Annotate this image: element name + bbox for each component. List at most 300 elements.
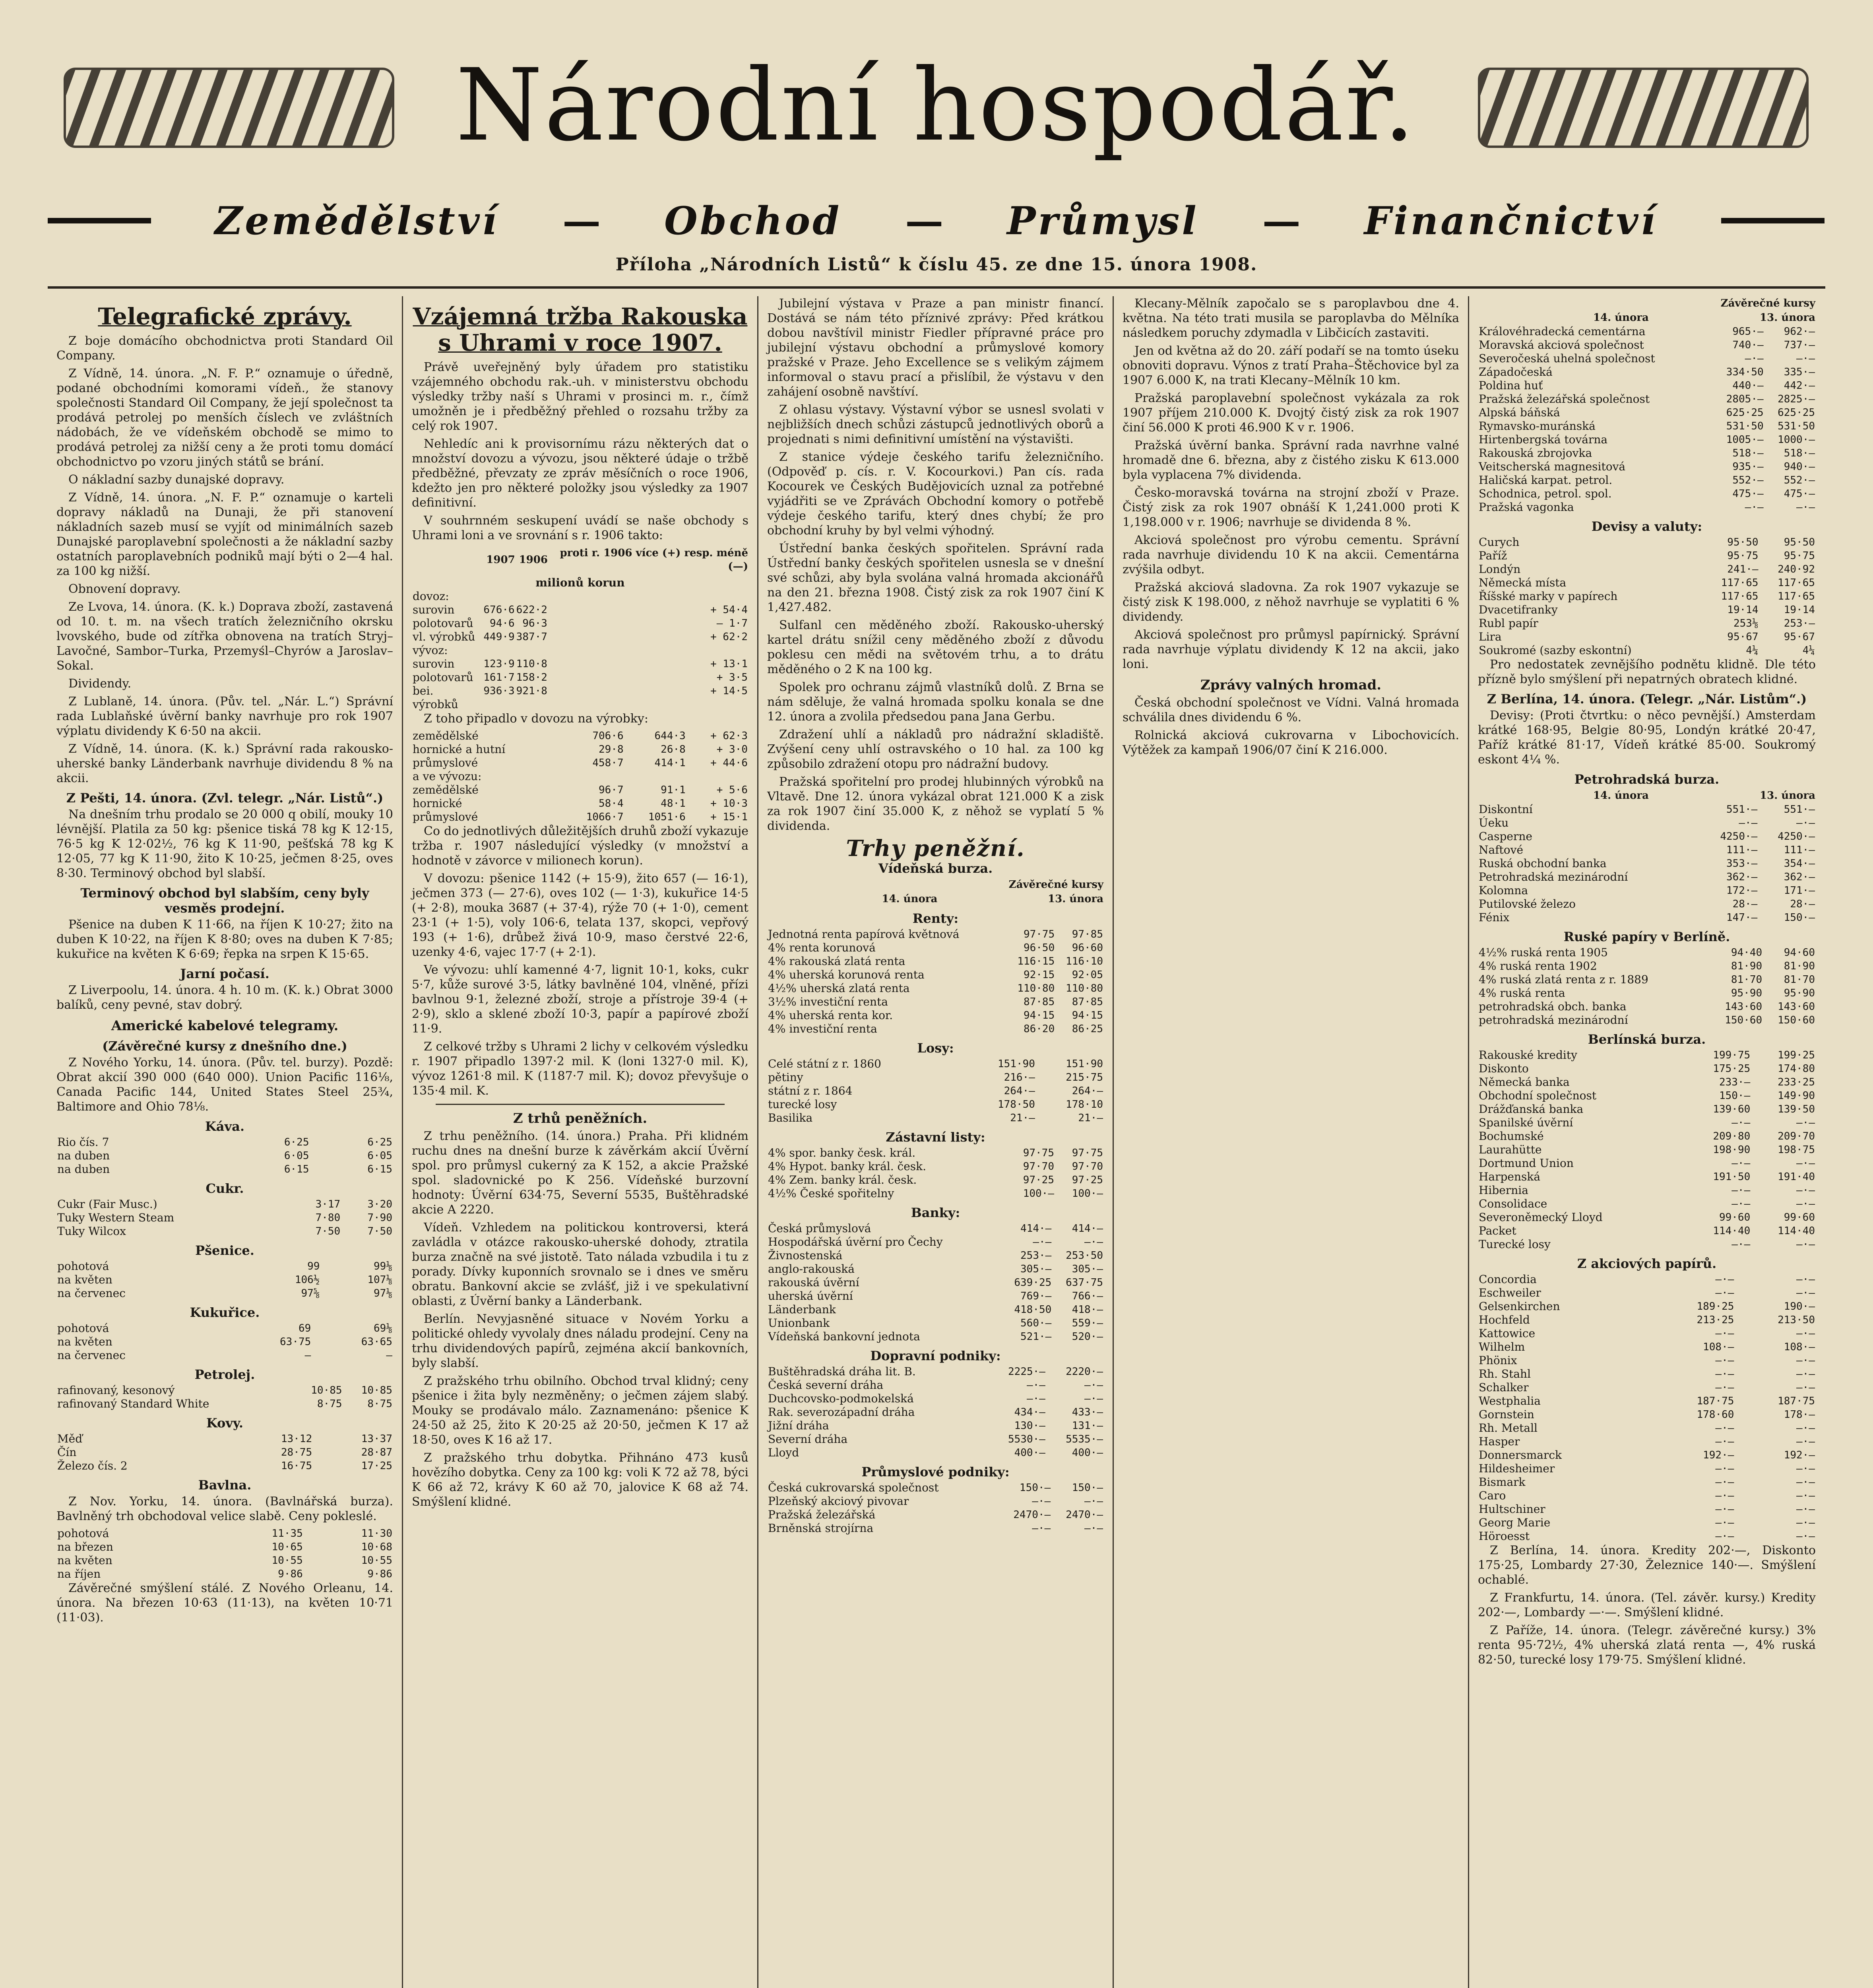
value-previous: 95·50 xyxy=(1784,536,1815,548)
row-label: 4% investiční renta xyxy=(768,1022,877,1035)
table-row xyxy=(1478,959,1816,973)
row-value: 96·7 xyxy=(599,784,624,796)
value-today: 264·— xyxy=(1004,1085,1035,1097)
header-rule xyxy=(48,286,1825,289)
row-value: 1066·7 xyxy=(586,811,624,823)
value-previous: 7·50 xyxy=(367,1225,392,1237)
row-value xyxy=(548,590,748,603)
value-today: 21·— xyxy=(1010,1112,1035,1124)
table-row xyxy=(412,729,748,743)
value-today: 187·75 xyxy=(1697,1395,1734,1407)
money-heading: Z trhů peněžních. xyxy=(513,1110,648,1126)
row-value: 921·8 xyxy=(516,685,547,697)
company-paragraph: Pražská úvěrní banka. Správní rada navrhne valné hromadě dne 6. března, aby z čistého zisku K 613.000 byla vyplacena 7% dividenda. xyxy=(1123,439,1459,482)
value-previous: 520·— xyxy=(1072,1331,1103,1343)
telegram-paragraph: Obnovení dopravy. xyxy=(68,582,181,596)
value-previous: 174·80 xyxy=(1778,1063,1815,1075)
corn-title: Kukuřice. xyxy=(190,1305,260,1320)
table-row xyxy=(412,630,748,644)
value-today: 4¼ xyxy=(1746,645,1759,656)
table-row xyxy=(56,1567,393,1581)
row-value: 58·4 xyxy=(599,798,624,810)
row-value xyxy=(516,644,548,657)
table-row xyxy=(1478,1076,1816,1089)
corn-table xyxy=(56,1322,393,1362)
row-value: 1051·6 xyxy=(648,811,686,823)
row-value: + 62·2 xyxy=(710,631,748,643)
row-value: 706·6 xyxy=(592,730,624,742)
row-label: zemědělské xyxy=(413,729,479,742)
row-label: 4% Hypot. banky král. česk. xyxy=(768,1160,927,1173)
value-previous: 1000·— xyxy=(1778,434,1815,446)
value-today: —·— xyxy=(1739,817,1758,829)
row-label: Severoněmecký Lloyd xyxy=(1479,1211,1603,1224)
row-label: Londýn xyxy=(1479,563,1521,576)
value-today: 130·— xyxy=(1014,1420,1045,1432)
value-today: 521·— xyxy=(1020,1331,1052,1343)
table-row xyxy=(412,770,748,783)
berlin-heading: Z Berlína, 14. února. (Telegr. „Nár. Listům“.) xyxy=(1487,691,1807,707)
value-previous: — xyxy=(386,1349,392,1361)
value-today: 625·25 xyxy=(1726,407,1764,419)
table-row xyxy=(1478,1273,1816,1286)
value-today: 1005·— xyxy=(1726,434,1764,446)
top-col-prev: 13. února xyxy=(1760,312,1815,324)
row-label: 4% rakouská zlatá renta xyxy=(768,955,905,968)
value-today: 117·65 xyxy=(1721,577,1759,589)
value-today: 216·— xyxy=(1004,1072,1035,1083)
row-label: Casperne xyxy=(1479,830,1532,843)
value-today: 10·65 xyxy=(271,1541,303,1553)
value-today: 440·— xyxy=(1732,380,1764,392)
value-today: —·— xyxy=(1715,1530,1734,1542)
companies-intro: Klecany-Mělník započalo se s paroplavbou dne 4. května. Na této trati musila se paroplavba do Mělníka následkem poruchy zdymadla v Libčicích zastaviti. xyxy=(1123,297,1459,340)
value-previous: —·— xyxy=(1796,1157,1815,1169)
value-previous: 2470·— xyxy=(1066,1509,1103,1521)
value-previous: 625·25 xyxy=(1778,407,1815,419)
newspaper-title: Národní hospodář. xyxy=(456,47,1417,163)
table-row xyxy=(1478,501,1816,514)
companies-paragraphs xyxy=(1123,344,1459,672)
report-paragraph: Česká obchodní společnost ve Vídni. Valná hromada schválila dnes dividendu 6 %. xyxy=(1123,696,1459,724)
table-row xyxy=(1478,1530,1816,1543)
value-today: 305·— xyxy=(1020,1263,1052,1275)
row-value: 123·9 xyxy=(483,658,515,670)
trade-paragraph: Z celkové tržby s Uhrami 2 lichy v celkovém výsledku r. 1907 připadlo 1397·2 mil. K (loni 1327·0 mil. K), vývoz 1261·8 mil. K (1187·7 mil. K); dovoz převyšuje o 135·4 mil. K. xyxy=(412,1040,748,1098)
grain-text: Na dnešním trhu prodalo se 20 000 q obilí, mouky 10 lévnější. Platila za 50 kg: pšenice tiská 78 kg K 12·15, 76·5 kg K 12·02½, 76 kg K 11·90, pešťská 78 kg K 12·05, 77 kg K 11·90, žito K 10·25, ječmen 8·25, oves 8·30. Terminový obchod byl slabší. xyxy=(56,808,393,880)
value-today: 69 xyxy=(299,1322,311,1334)
value-previous: 97⅛ xyxy=(374,1287,392,1299)
value-today: 241·— xyxy=(1727,563,1759,575)
company-paragraph: Česko-moravská továrna na strojní zboží v Praze. Čistý zisk za rok 1907 obnáší K 1,241.000 proti K 1,198.000 v r. 1906; navrhuje se dividenda 8 %. xyxy=(1123,486,1459,529)
table-row xyxy=(767,1111,1104,1125)
table-row xyxy=(767,1481,1104,1495)
value-today: 5530·— xyxy=(1008,1433,1045,1445)
row-label: vl. výrobků xyxy=(413,630,475,643)
value-today: 639·25 xyxy=(1014,1277,1052,1289)
value-today: — xyxy=(304,1349,311,1361)
value-previous: 551·— xyxy=(1784,804,1815,815)
row-label: Říšské marky v papírech xyxy=(1479,590,1618,603)
row-label: polotovarů xyxy=(413,617,473,630)
value-previous: —·— xyxy=(1796,353,1815,365)
value-previous: —·— xyxy=(1796,501,1815,513)
table-row xyxy=(1478,946,1816,959)
value-today: 92·15 xyxy=(1023,969,1055,981)
row-label: rakouská úvěrní xyxy=(768,1276,859,1289)
table-row xyxy=(767,1071,1104,1084)
row-label: Česká severní dráha xyxy=(768,1378,884,1392)
table-row xyxy=(56,1287,393,1300)
value-previous: —·— xyxy=(1796,1503,1815,1515)
coffee-title: Káva. xyxy=(205,1119,244,1134)
value-previous: 96·60 xyxy=(1072,942,1103,954)
row-label: rafinovaný Standard White xyxy=(57,1397,209,1410)
row-value xyxy=(624,770,686,783)
value-today: 106½ xyxy=(295,1274,320,1286)
value-today: 233·— xyxy=(1719,1076,1751,1088)
top-col-today: 14. února xyxy=(1593,312,1649,324)
value-today: 6·15 xyxy=(284,1163,309,1175)
market-heading: Trhy peněžní. xyxy=(846,835,1025,862)
table-row xyxy=(767,955,1104,968)
value-today: 97·70 xyxy=(1023,1161,1054,1173)
table-row xyxy=(56,1149,393,1163)
wheat-title: Pšenice. xyxy=(195,1243,254,1258)
vienna-table-head xyxy=(767,878,1104,906)
row-label: Duchcovsko-podmokelská xyxy=(768,1392,914,1405)
vienna-rente-title: Renty: xyxy=(912,911,959,926)
row-label: Měď xyxy=(57,1432,83,1445)
table-row xyxy=(56,1554,393,1567)
row-label: anglo-rakouská xyxy=(768,1262,855,1276)
row-label: 4% ruská renta 1902 xyxy=(1479,959,1597,973)
table-row xyxy=(1478,1170,1816,1184)
table-row xyxy=(1478,563,1816,576)
value-previous: —·— xyxy=(1084,1393,1103,1405)
value-previous: —·— xyxy=(1796,1490,1815,1502)
table-row xyxy=(56,1163,393,1176)
cotton-text: Z Nov. Yorku, 14. února. (Bavlnářská burza). Bavlněný trh obchodoval velice slabě. Ceny pokleslé. xyxy=(56,1495,393,1523)
value-today: 94·15 xyxy=(1023,1010,1055,1021)
row-label: na květen xyxy=(57,1554,112,1567)
value-previous: 9·86 xyxy=(367,1568,392,1580)
value-previous: 5535·— xyxy=(1066,1433,1103,1445)
table-row xyxy=(412,657,748,671)
value-today: 531·50 xyxy=(1726,420,1764,432)
table-row xyxy=(1478,487,1816,501)
row-label: Kattowice xyxy=(1479,1327,1536,1340)
value-today: 552·— xyxy=(1732,474,1764,486)
vienna-col-prev: 13. února xyxy=(1048,893,1103,905)
mines-table xyxy=(1478,1273,1816,1543)
table-row xyxy=(1478,1211,1816,1224)
table-row xyxy=(767,1009,1104,1022)
value-previous: 21·— xyxy=(1078,1112,1103,1124)
value-previous: 97·25 xyxy=(1072,1174,1103,1186)
table-row xyxy=(1478,1327,1816,1340)
trade-paragraph: Právě uveřejněný byly úřadem pro statistiku vzájemného obchodu rak.-uh. v ministerstvu obchodu výsledky tržby naší s Uhrami v prosinci m. r., čímž umožněn je i předběžný přehled o rozsahu tržby za celý rok 1907. xyxy=(412,360,748,433)
table-row xyxy=(767,1495,1104,1508)
report-paragraph: Rolnická akciová cukrovarna v Libochovicích. Výtěžek za kampaň 1906/07 činí K 216.000. xyxy=(1123,728,1459,757)
value-today: 414·— xyxy=(1020,1223,1052,1235)
table-row xyxy=(1478,617,1816,630)
value-previous: 240·92 xyxy=(1778,563,1815,575)
table-row xyxy=(56,1446,393,1459)
value-previous: 117·65 xyxy=(1778,577,1815,589)
table-row xyxy=(1478,549,1816,563)
value-today: 334·50 xyxy=(1726,366,1764,378)
table1-unit: milionů korun xyxy=(535,576,625,589)
banner-word-industry: Průmysl xyxy=(1007,198,1199,243)
value-today: —·— xyxy=(1745,501,1764,513)
row-label: Hildesheimer xyxy=(1479,1462,1555,1475)
value-previous: 95·75 xyxy=(1784,550,1815,562)
row-label: Laurahütte xyxy=(1479,1143,1542,1156)
telegram-paragraph: Ze Lvova, 14. února. (K. k.) Doprava zboží, zastavená od 10. t. m. na všech tratích železničního okrsku lvovského, bude od zítřka obnovena na tratích Stryj–Lavočné, Sambor–Turka, Przemyśl–Chyrów a Jaroslav–Sokal. xyxy=(56,600,393,673)
row-label: 4% renta korunová xyxy=(768,941,876,954)
value-previous: 151·90 xyxy=(1066,1058,1103,1070)
value-previous: —·— xyxy=(1084,1379,1103,1391)
row-value xyxy=(483,590,515,603)
value-today: 4250·— xyxy=(1720,831,1758,843)
table-row xyxy=(1478,1503,1816,1516)
table-row xyxy=(1478,1103,1816,1116)
table-row xyxy=(1478,1197,1816,1211)
telegram-paragraph: Z Lublaně, 14. února. (Pův. tel. „Nár. L.“) Správní rada Lublaňské úvěrní banky navrhuje pro rok 1907 výplatu dividendy K 6·50 na akcii. xyxy=(56,695,393,738)
row-label: Hasper xyxy=(1479,1435,1520,1448)
banner-rule-left xyxy=(48,218,151,223)
banner-rule-right xyxy=(1721,218,1825,223)
row-label: na říjen xyxy=(57,1567,101,1580)
row-value xyxy=(562,770,624,783)
value-previous: 354·— xyxy=(1784,858,1815,870)
table-row xyxy=(1478,830,1816,843)
table-row xyxy=(1478,447,1816,460)
value-today: —·— xyxy=(1715,1368,1734,1380)
separator xyxy=(436,1104,725,1105)
table-row xyxy=(412,603,748,617)
value-today: 87·85 xyxy=(1023,996,1055,1008)
table-row xyxy=(56,1211,393,1225)
row-label: pohotová xyxy=(57,1527,109,1540)
banner-dash: — xyxy=(905,198,944,243)
table-row xyxy=(56,1260,393,1273)
table1-caption: V souhrnném seskupení uvádí se naše obchody s Uhrami loni a ve srovnání s r. 1906 takto: xyxy=(412,514,748,542)
row-label: průmyslové xyxy=(413,810,478,823)
value-previous: 190·— xyxy=(1784,1301,1815,1312)
table-row xyxy=(1478,365,1816,379)
petroleum-table xyxy=(56,1384,393,1411)
table-row xyxy=(767,968,1104,982)
row-label: Pražská železářská společnost xyxy=(1479,392,1650,406)
value-today: 63·75 xyxy=(280,1336,311,1348)
table-row xyxy=(1478,803,1816,816)
table-row xyxy=(1478,1062,1816,1076)
table-row xyxy=(767,1289,1104,1303)
news-paragraph: Jubilejní výstava v Praze a pan ministr financí. Dostává se nám této příznivé zprávy: Před krátkou dobou navštívil ministr Fiedler přípravné práce pro jubilejní výstavu obchodní a průmyslové komory pražské v Praze. Jeho Excellence se s velikým zájmem informoval o stavu prací a přislíbil, že výstavu v den zahájení osobně navštíví. xyxy=(767,297,1104,399)
vienna-ind-table xyxy=(767,1481,1104,1535)
ruspapers-heading: Ruské papíry v Berlíně. xyxy=(1563,929,1730,944)
value-previous: 69⅛ xyxy=(374,1322,392,1334)
row-label: Dvacetifranky xyxy=(1479,603,1558,616)
money-paragraph: Z pražského trhu obilního. Obchod trval klidný; ceny pšenice i žita byly nezměněny; o ječmen zájem slabý. Mouky se prodávalo málo. Zaznamenáno: pšenice K 24·50 až 25, žito K 20·25 až 20·50, ječmen K 17 až 18·50, oves K 16 až 17. xyxy=(412,1374,748,1447)
value-today: 7·80 xyxy=(315,1212,341,1224)
american-heading: Americké kabelové telegramy. xyxy=(111,1018,339,1034)
table-row xyxy=(56,1225,393,1238)
value-previous: 150·— xyxy=(1784,912,1815,924)
table-row xyxy=(1478,474,1816,487)
value-today: 81·70 xyxy=(1731,974,1762,986)
table-row xyxy=(767,982,1104,995)
row-label: Pražská železářská xyxy=(768,1508,876,1521)
value-previous: 8·75 xyxy=(367,1398,392,1410)
value-previous: 191·40 xyxy=(1778,1171,1815,1183)
value-today: 191·50 xyxy=(1713,1171,1751,1183)
row-value: + 3·5 xyxy=(716,672,748,683)
peter-col-prev: 13. února xyxy=(1760,790,1815,802)
table-row xyxy=(1478,352,1816,365)
row-label: 4% uherská korunová renta xyxy=(768,968,925,981)
table-row xyxy=(412,810,748,824)
value-today: —·— xyxy=(1715,1517,1734,1529)
table-row xyxy=(1478,1300,1816,1313)
table-row xyxy=(1478,897,1816,911)
value-today: 28·— xyxy=(1732,898,1758,910)
row-label: uherská úvěrní xyxy=(768,1289,853,1303)
vienna-col-today: 14. února xyxy=(882,893,938,905)
row-label: na duben xyxy=(57,1149,110,1162)
value-previous: 215·75 xyxy=(1066,1072,1103,1083)
row-label: Tuky Wilcox xyxy=(57,1225,126,1238)
value-previous: 97·85 xyxy=(1072,928,1103,940)
table-row xyxy=(767,1508,1104,1522)
value-today: 151·90 xyxy=(997,1058,1035,1070)
news-paragraph: Z ohlasu výstavy. Výstavní výbor se usnesl svolati v nejbližších dnech schůzi zástupců jednotlivých oborů a projednati s nimi definitivní umístění na výstavišti. xyxy=(767,403,1104,446)
value-today: 965·— xyxy=(1732,326,1764,338)
value-today: 97⅝ xyxy=(301,1287,320,1299)
vienna-lots-table xyxy=(767,1057,1104,1125)
value-today: 111·— xyxy=(1726,844,1758,856)
row-value: + 15·1 xyxy=(710,811,748,823)
value-previous: —·— xyxy=(1084,1495,1103,1507)
value-previous: 737·— xyxy=(1784,339,1815,351)
value-previous: 95·90 xyxy=(1784,987,1815,999)
table1-head-label xyxy=(412,546,483,574)
value-today: 434·— xyxy=(1014,1406,1045,1418)
trade-paragraphs-2 xyxy=(412,824,748,1098)
value-previous: —·— xyxy=(1796,1476,1815,1488)
fx-table xyxy=(1478,536,1816,657)
value-previous: 766·— xyxy=(1072,1290,1103,1302)
row-value: 622·2 xyxy=(516,604,547,616)
table-row xyxy=(1478,1421,1816,1435)
column-exchanges xyxy=(1469,296,1825,1988)
row-label: Německá banka xyxy=(1479,1076,1570,1089)
value-today: 147·— xyxy=(1726,912,1758,924)
fx-note: Pro nedostatek zevnějšího podnětu klidně. Dle této přízně bylo smýšlení při nepatrných obratech klidné. xyxy=(1478,658,1816,686)
fx-title: Devisy a valuty: xyxy=(1591,519,1702,534)
row-label: Haličská karpat. petrol. xyxy=(1479,474,1613,487)
table-row xyxy=(1478,1381,1816,1394)
table-row xyxy=(412,644,748,657)
value-today: 95·90 xyxy=(1731,987,1762,999)
value-today: —·— xyxy=(1032,1522,1051,1534)
grain-heading: Z Pešti, 14. února. (Zvl. telegr. „Nár. Listů“.) xyxy=(66,790,384,806)
value-today: 199·75 xyxy=(1713,1049,1751,1061)
peter-col-today: 14. února xyxy=(1593,790,1649,802)
row-label: 4½% ruská renta 1905 xyxy=(1479,946,1608,959)
table-row xyxy=(767,1330,1104,1343)
exchange-table-head xyxy=(1478,296,1816,325)
vienna-pledge-title: Zástavní listy: xyxy=(886,1130,985,1145)
value-previous: 143·60 xyxy=(1778,1001,1815,1013)
table-row xyxy=(56,1384,393,1397)
term-text: Pšenice na duben K 11·66, na říjen K 10·27; žito na duben K 10·22, na říjen K 8·80; oves na duben K 7·85; kukuřice na květen K 6·69; řepka na srpen K 15·65. xyxy=(56,918,393,961)
table1-head-diff: proti r. 1906 více (+) resp. méně (—) xyxy=(560,547,748,573)
value-previous: 3·20 xyxy=(367,1198,392,1210)
row-label: Česká průmyslová xyxy=(768,1222,871,1235)
value-today: 8·75 xyxy=(317,1398,342,1410)
row-label: Turecké losy xyxy=(1479,1238,1551,1251)
value-today: 400·— xyxy=(1014,1447,1045,1459)
table-row xyxy=(767,1316,1104,1330)
value-previous: 100·— xyxy=(1072,1188,1103,1200)
value-previous: —·— xyxy=(1796,1463,1815,1475)
value-today: —·— xyxy=(1715,1274,1734,1285)
row-value: 161·7 xyxy=(483,672,515,683)
value-today: 3·17 xyxy=(315,1198,341,1210)
row-label: Lira xyxy=(1479,630,1502,643)
telegram-paragraph: Dividendy. xyxy=(68,677,132,691)
row-label: Hospodářská úvěrní pro Čechy xyxy=(768,1235,943,1248)
row-label: Spanilské úvěrní xyxy=(1479,1116,1573,1129)
value-previous: —·— xyxy=(1084,1522,1103,1534)
metals-table xyxy=(56,1432,393,1473)
row-label: 4% ruská renta xyxy=(1479,986,1565,1000)
value-previous: 6·05 xyxy=(367,1150,392,1162)
table-row xyxy=(1478,379,1816,392)
table-row xyxy=(1478,1224,1816,1238)
table-row xyxy=(412,756,748,770)
table-row xyxy=(767,1446,1104,1460)
table-row xyxy=(56,1198,393,1211)
value-previous: 17·25 xyxy=(361,1460,392,1472)
row-label: Schalker xyxy=(1479,1381,1529,1394)
news-paragraph: Zdražení uhlí a nákladů pro nádražní skladiště. Zvýšení ceny uhlí ostravského o 10 hal. za 100 kg způsobilo zdražení otopu pro nádražní budovy. xyxy=(767,728,1104,771)
value-today: 95·67 xyxy=(1727,631,1759,643)
table-row xyxy=(767,1249,1104,1262)
value-previous: —·— xyxy=(1796,1382,1815,1394)
row-label: na duben xyxy=(57,1163,110,1176)
value-previous: 87·85 xyxy=(1072,996,1103,1008)
row-label: Úeku xyxy=(1479,816,1509,829)
row-label: Hultschiner xyxy=(1479,1503,1545,1516)
table-row xyxy=(56,1432,393,1446)
row-value: + 3·0 xyxy=(716,744,748,755)
value-today: —·— xyxy=(1715,1382,1734,1394)
table-row xyxy=(1478,1489,1816,1503)
petersburg-table xyxy=(1478,803,1816,924)
row-label: Brněnská strojírna xyxy=(768,1522,874,1535)
table1-head-1907: 1907 xyxy=(486,554,515,566)
value-today: 100·— xyxy=(1023,1188,1054,1200)
row-label: 4% ruská zlatá renta z r. 1889 xyxy=(1479,973,1648,986)
row-label: 4½% České spořitelny xyxy=(768,1187,894,1200)
value-today: 353·— xyxy=(1726,858,1758,870)
row-label: Obchodní společnost xyxy=(1479,1089,1597,1102)
table-row xyxy=(56,1273,393,1287)
